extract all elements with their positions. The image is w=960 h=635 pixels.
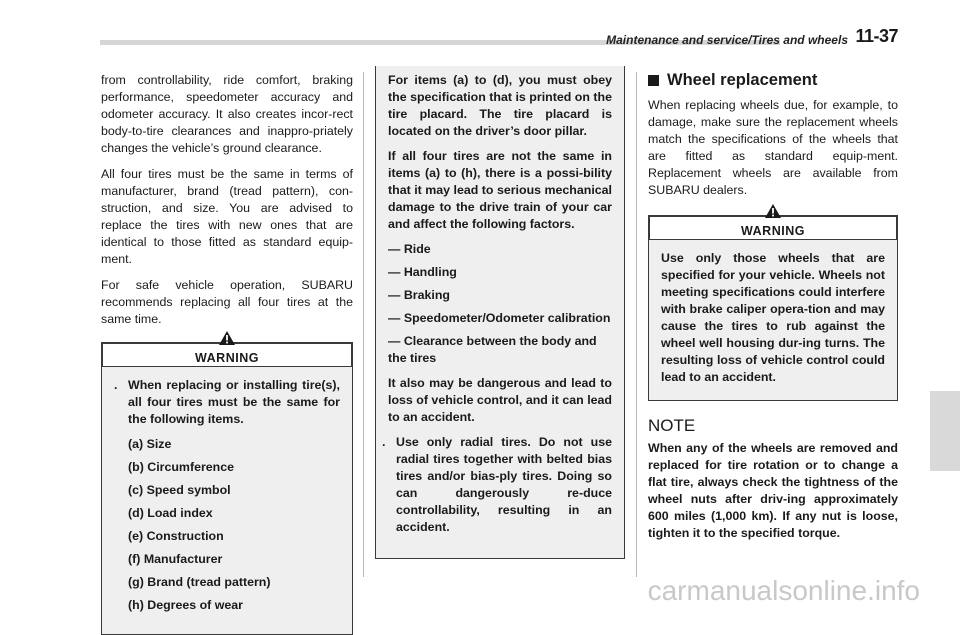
list-item: (f) Manufacturer	[128, 552, 223, 566]
warning-body	[649, 240, 897, 400]
chapter-side-tab	[930, 391, 960, 471]
factor-item: — Clearance between the body and the tires	[388, 334, 597, 365]
list-item: (d) Load index	[128, 506, 213, 520]
factor-item: — Braking	[388, 288, 450, 302]
black-square-icon	[648, 75, 659, 86]
warning-body	[102, 367, 352, 634]
middle-column	[375, 66, 625, 559]
paragraph: It also may be dangerous and lead to loss of vehicle control, and it can lead to an accident.	[388, 376, 612, 424]
warning-title: WARNING	[195, 350, 259, 365]
wheel-warning-box	[648, 215, 898, 401]
column-divider-1	[363, 72, 364, 577]
section-title: Wheel replacement	[667, 71, 818, 89]
page-number: 11-37	[855, 26, 898, 46]
paragraph: All four tires must be the same in terms of manufacturer, brand (tread pattern), con-struction, and size. You are advised to replace the tires with new ones that are identical to those fitted as standard equip-ment.	[101, 167, 353, 266]
note-heading: NOTE	[648, 416, 696, 435]
factor-item: — Speedometer/Odometer calibration	[388, 311, 611, 325]
warning-text: Use only those wheels that are specified for your vehicle. Wheels not meeting specifications could interfere with brake caliper opera-tion and may cause the tires to rub against the wheel well housing dur-ing turns. The resulting loss of vehicle control could lead to an accident.	[661, 251, 885, 384]
factor-item: — Ride	[388, 242, 431, 256]
warning-box	[101, 342, 353, 635]
paragraph: For safe vehicle operation, SUBARU recommends replacing all four tires at the same time.	[101, 278, 353, 326]
warning-bullet	[382, 434, 612, 536]
running-header-title: Maintenance and service/Tires and wheels	[606, 33, 848, 47]
list-item: (c) Speed symbol	[128, 483, 231, 497]
left-column	[101, 72, 353, 635]
warning-title: WARNING	[741, 223, 805, 238]
column-divider-2	[636, 72, 637, 577]
note-text: When any of the wheels are removed and replaced for tire rotation or to change a flat tire, always check the tightness of the wheel nuts after driv-ing approximately 600 miles (1,000 km). If any nut is loose, tighten it to the specified torque.	[648, 441, 898, 540]
warning-bullet	[114, 377, 340, 428]
paragraph: When replacing wheels due, for example, to damage, make sure the replacement wheels match the specifications of the wheels that are fitted as standard equip-ment. Replacement wheels are available from SUBARU dealers.	[648, 98, 898, 197]
warning-title-bar	[102, 343, 352, 367]
list-item: (e) Construction	[128, 529, 224, 543]
warning-body-continued	[376, 66, 624, 558]
list-item: (a) Size	[128, 437, 172, 451]
right-column	[648, 72, 898, 551]
paragraph: from controllability, ride comfort, braking performance, speedometer accuracy and odometer accuracy. It also creates incor-rect body-to-tire clearances and inappro-priately changes the vehicle’s ground clearance.	[101, 73, 353, 155]
section-heading	[648, 72, 898, 89]
bullet-marker: .	[114, 378, 118, 392]
list-item: (b) Circumference	[128, 460, 235, 474]
bullet-marker: .	[382, 435, 386, 449]
warning-box-continued	[375, 66, 625, 559]
list-item: (g) Brand (tread pattern)	[128, 575, 271, 589]
bullet-text: When replacing or installing tire(s), all four tires must be the same for the following items.	[128, 378, 340, 426]
warning-title-bar	[649, 216, 897, 240]
list-item: (h) Degrees of wear	[128, 598, 243, 612]
factor-item: — Handling	[388, 265, 457, 279]
watermark: carmanualsonline.info	[647, 575, 920, 606]
bullet-text: Use only radial tires. Do not use radial tires together with belted bias tires and/or bias-ply tires. Doing so can dangerously re-duce controllability, resulting in an accident.	[396, 435, 612, 534]
paragraph: For items (a) to (d), you must obey the specification that is printed on the tire placard. The tire placard is located on the driver’s door pillar.	[388, 73, 612, 138]
paragraph: If all four tires are not the same in items (a) to (h), there is a possi-bility that it may lead to serious mechanical damage to the drive train of your car and affect the following factors.	[388, 149, 612, 231]
